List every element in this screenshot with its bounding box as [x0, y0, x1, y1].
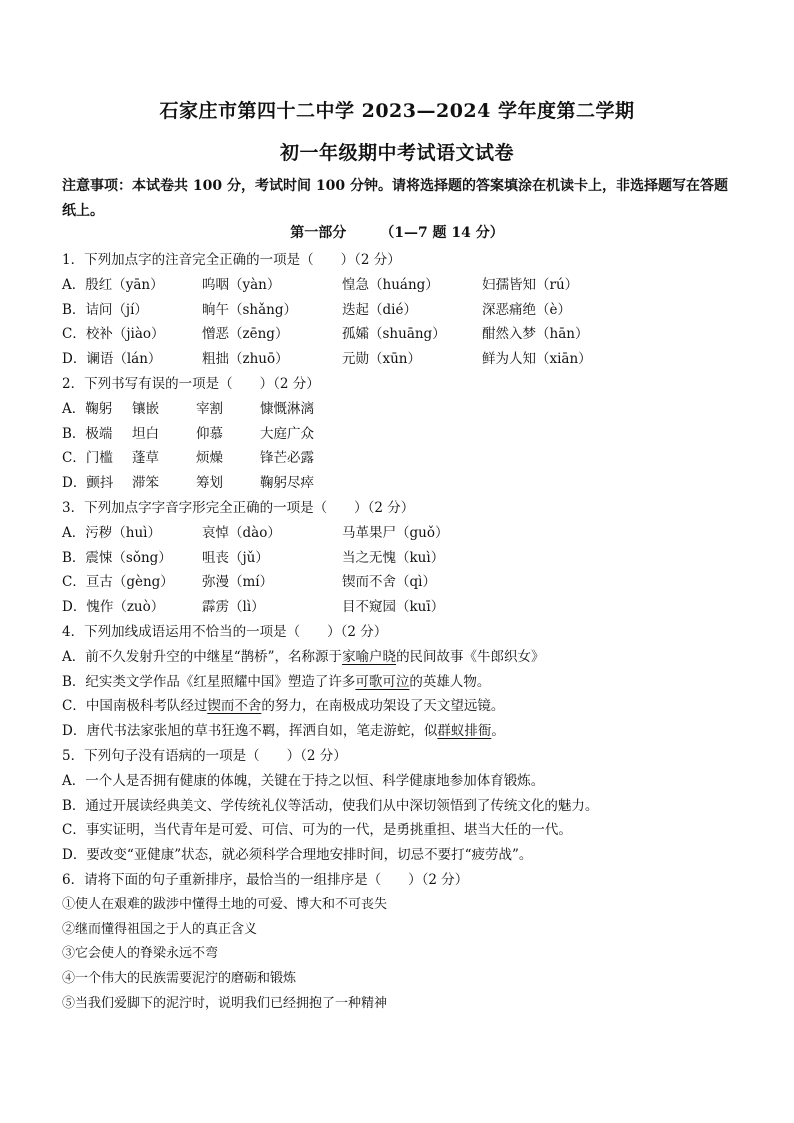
cell: 筹划 — [196, 475, 223, 492]
cell: 孤孀（shuāng） — [342, 326, 446, 343]
option-text: 的民间故事《牛郎织女》 — [396, 648, 545, 665]
cell: 酣然入梦（hān） — [482, 326, 589, 343]
cell: 坦白 — [132, 425, 159, 442]
questions — [62, 248, 742, 1017]
question-5-option-a: A．一个人是否拥有健康的体魄，关键在于持之以恒、科学健康地参加体育锻炼。 — [62, 772, 545, 789]
exam-school-title: 石家庄市第四十二中学 2023—2024 学年度第二学期 — [159, 100, 635, 122]
cell: 锋芒必露 — [260, 450, 314, 467]
question-2-option-d — [62, 471, 742, 496]
question-6-sentence-2: ②继而懂得祖国之于人的真正含义 — [62, 921, 258, 937]
question-6-sentence-5: ⑤当我们爱脚下的泥泞时，说明我们已经拥抱了一种精神 — [62, 995, 388, 1011]
option-text: 。 — [491, 723, 505, 740]
cell: D．愧作（zuò） — [62, 599, 165, 616]
cell: 呜咽（yàn） — [202, 276, 281, 293]
underlined-idiom: 群蚁排衙 — [437, 723, 492, 740]
question-6-sentence-1: ①使人在艰难的跋涉中懂得土地的可爱、博大和不可丧失 — [62, 896, 388, 912]
cell: 迭起（dié） — [342, 301, 417, 318]
section-name: 第一部分 — [290, 225, 347, 241]
question-2-stem: 2．下列书写有误的一项是（ ）（2 分） — [62, 375, 320, 392]
cell: C．亘古（gèng） — [62, 574, 174, 591]
section-range: （1—7 题 14 分） — [380, 225, 504, 241]
question-3-option-a — [62, 521, 742, 546]
cell: 大庭广众 — [260, 425, 314, 442]
cell: 晌午（shǎng） — [202, 301, 298, 318]
cell: 鲜为人知（xiān） — [482, 351, 592, 368]
question-6-sentence-4: ④一个伟大的民族需要泥泞的磨砺和锻炼 — [62, 971, 297, 987]
cell: 深恶痛绝（è） — [482, 301, 571, 318]
question-6-stem: 6．请将下面的句子重新排序，最恰当的一组排序是（ ）（2 分） — [62, 871, 469, 888]
underlined-idiom: 锲而不舍 — [207, 698, 262, 715]
cell: 咀丧（jǔ） — [202, 549, 269, 566]
exam-notice: 注意事项：本试卷共 100 分，考试时间 100 分钟。请将选择题的答案填涂在机读卡上，非选择题写在答题纸上。 — [62, 178, 728, 219]
underlined-idiom: 家喻户晓 — [342, 648, 397, 665]
question-4-stem: 4．下列加线成语运用不恰当的一项是（ ）（2 分） — [62, 623, 388, 640]
cell: 镶嵌 — [132, 400, 159, 417]
question-4-option-a — [62, 645, 742, 670]
cell: 马革果尸（guǒ） — [342, 524, 449, 541]
cell: 仰慕 — [196, 425, 223, 442]
question-5-option-c: C．事实证明，当代青年是可爱、可信、可为的一代，是勇挑重担、堪当大任的一代。 — [62, 822, 572, 839]
option-text: B．纪实类文学作品《红星照耀中国》塑造了许多 — [62, 673, 356, 690]
question-1-stem: 1．下列加点字的注音完全正确的一项是（ ）（2 分） — [62, 252, 401, 268]
cell: B．震悚（sǒng） — [62, 549, 172, 566]
cell: 霹雳（lì） — [202, 599, 265, 616]
question-1-option-b — [62, 298, 742, 323]
cell: D．谰语（lán） — [62, 351, 162, 368]
question-3-option-c — [62, 570, 742, 595]
cell: A．殷红（yān） — [62, 276, 164, 293]
question-5-option-b: B．通过开展读经典美文、学传统礼仪等活动，使我们从中深切领悟到了传统文化的魅力。 — [62, 797, 599, 814]
question-6-sentence-3: ③它会使人的脊梁永远不弯 — [62, 946, 219, 962]
cell: A．污秽（huì） — [62, 524, 161, 541]
question-1-option-a — [62, 273, 742, 298]
underlined-idiom: 可歌可泣 — [355, 673, 410, 690]
cell: 当之无愧（kuì） — [342, 549, 445, 566]
cell: 目不窥园（kuī） — [342, 599, 445, 616]
question-5-stem: 5．下列句子没有语病的一项是（ ）（2 分） — [62, 747, 347, 764]
cell: 惶急（huáng） — [342, 276, 439, 293]
cell: C．校补（jiào） — [62, 326, 165, 343]
cell: 慷慨淋漓 — [260, 400, 314, 417]
cell: 烦燥 — [196, 450, 223, 467]
cell: A．鞠躬 — [62, 400, 113, 417]
question-2-option-b — [62, 422, 742, 447]
cell: 粗拙（zhuō） — [202, 351, 289, 368]
cell: 哀悼（dào） — [202, 524, 281, 541]
question-4-option-d — [62, 719, 742, 744]
option-text: 的英雄人物。 — [409, 673, 491, 690]
question-2-option-c — [62, 446, 742, 471]
option-text: A．前不久发射升空的中继星“鹊桥”，名称源于 — [62, 648, 343, 665]
cell: 弥漫（mí） — [202, 574, 274, 591]
option-text: D．唐代书法家张旭的草书狂逸不羁，挥洒自如，笔走游蛇，似 — [62, 723, 438, 740]
cell: 蓬草 — [132, 450, 159, 467]
cell: 妇孺皆知（rú） — [482, 276, 579, 293]
question-4-option-c — [62, 694, 742, 719]
question-1-option-c — [62, 322, 742, 347]
question-3-option-b — [62, 546, 742, 571]
question-5-option-d: D．要改变“亚健康”状态，就必须科学合理地安排时间，切忌不要打“疲劳战”。 — [62, 847, 533, 864]
cell: 鞠躬尽瘁 — [260, 475, 314, 492]
question-3-stem: 3．下列加点字字音字形完全正确的一项是（ ）（2 分） — [62, 499, 415, 516]
cell: 锲而不舍（qì） — [342, 574, 436, 591]
cell: 宰割 — [196, 400, 223, 417]
question-3-option-d — [62, 595, 742, 620]
question-2-option-a — [62, 397, 742, 422]
cell: 元勋（xūn） — [342, 351, 422, 368]
cell: D．颤抖 — [62, 475, 114, 492]
question-1-option-d — [62, 347, 742, 372]
option-text: 的努力，在南极成功架设了天文望远镜。 — [261, 698, 505, 715]
question-4-option-b — [62, 670, 742, 695]
section-heading — [0, 222, 794, 242]
cell: 憎恶（zēng） — [202, 326, 289, 343]
cell: B．极端 — [62, 425, 113, 442]
option-text: C．中国南极科考队经过 — [62, 698, 208, 715]
cell: B．诘问（jí） — [62, 301, 148, 318]
cell: C．门槛 — [62, 450, 113, 467]
cell: 滞笨 — [132, 475, 159, 492]
exam-paper-title: 初一年级期中考试语文试卷 — [279, 142, 514, 164]
